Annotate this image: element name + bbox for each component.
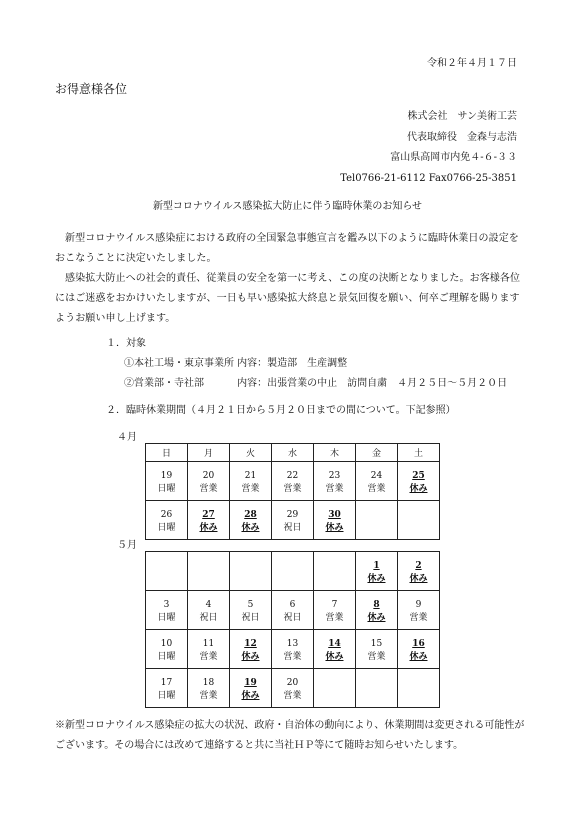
calendar-day-status: 祝日: [230, 610, 272, 630]
calendar-day-status: 休み: [188, 520, 230, 540]
empty-cell: [398, 501, 440, 521]
april-label: ４月: [117, 432, 137, 443]
empty-cell: [398, 520, 440, 540]
calendar-day-status: 営業: [314, 481, 356, 501]
calendar-day-status: 休み: [398, 649, 440, 669]
calendar-day-number: 28: [230, 501, 272, 521]
calendar-day-number: 2: [398, 552, 440, 572]
calendar-day-number: 20: [272, 669, 314, 689]
calendar-day-number: 17: [146, 669, 188, 689]
calendar-day-number: 30: [314, 501, 356, 521]
calendar-day-number: 16: [398, 630, 440, 650]
weekday-header: 日: [146, 444, 188, 462]
calendar-day-status: 休み: [230, 649, 272, 669]
notice-body: [55, 229, 525, 329]
calendar-day-status: 祝日: [272, 610, 314, 630]
calendar-day-status: 日曜: [146, 649, 188, 669]
calendar-day-number: 18: [188, 669, 230, 689]
weekday-header: 土: [398, 444, 440, 462]
calendar-day-number: 9: [398, 591, 440, 611]
empty-cell: [272, 552, 314, 572]
calendar-day-status: 営業: [188, 481, 230, 501]
calendar-day-number: 12: [230, 630, 272, 650]
calendar-day-number: 4: [188, 591, 230, 611]
calendar-day-number: 3: [146, 591, 188, 611]
section-closure-period-title: ２．臨時休業期間（４月２１日から５月２０日までの間について。下記参照）: [106, 405, 456, 416]
body-paragraph: 感染拡大防止への社会的責任、従業員の安全を第一に考え、この度の決断となりました。お客様各位にはご迷惑をおかけいたしますが、一日も早い感染拡大終息と景気回復を願い、何卒ご理解を賜りますようお願い申し上げます。: [55, 273, 521, 324]
empty-cell: [272, 571, 314, 591]
notice-subject: 新型コロナウイルス感染拡大防止に伴う臨時休業のお知らせ: [152, 201, 423, 212]
calendar-day-status: 休み: [230, 520, 272, 540]
empty-cell: [314, 669, 356, 689]
target-item: ①本社工場・東京事業所 内容：製造部 生産調整: [124, 358, 348, 369]
calendar-day-number: 7: [314, 591, 356, 611]
calendar-day-status: 営業: [272, 688, 314, 708]
empty-cell: [230, 552, 272, 572]
calendar-day-status: 祝日: [188, 610, 230, 630]
calendar-day-number: 20: [188, 462, 230, 482]
calendar-day-number: 21: [230, 462, 272, 482]
empty-cell: [356, 520, 398, 540]
calendar-day-status: 営業: [356, 481, 398, 501]
section-target-title: １．対象: [106, 338, 146, 349]
calendar-day-number: 19: [230, 669, 272, 689]
calendar-day-number: 5: [230, 591, 272, 611]
calendar-day-status: 休み: [314, 649, 356, 669]
calendar-day-number: 14: [314, 630, 356, 650]
calendar-day-status: 休み: [314, 520, 356, 540]
calendar-day-status: 祝日: [272, 520, 314, 540]
empty-cell: [188, 571, 230, 591]
calendar-day-number: 13: [272, 630, 314, 650]
sender-representative: 代表取締役 金森与志浩: [407, 131, 517, 143]
weekday-header: 水: [272, 444, 314, 462]
may-label: ５月: [117, 540, 137, 551]
calendar-day-status: 休み: [356, 610, 398, 630]
calendar-day-status: 営業: [272, 481, 314, 501]
calendar-day-number: 25: [398, 462, 440, 482]
body-paragraph: 新型コロナウイルス感染症における政府の全国緊急事態宣言を鑑み以下のように臨時休業日の設定をおこなうことに決定いたしました。: [55, 233, 519, 264]
addressee: お得意様各位: [55, 82, 128, 96]
calendar-day-status: 休み: [398, 571, 440, 591]
calendar-day-status: 休み: [398, 481, 440, 501]
empty-cell: [356, 688, 398, 708]
calendar-day-number: 27: [188, 501, 230, 521]
footnote: ※新型コロナウイルス感染症の拡大の状況、政府・自治体の動向により、休業期間は変更される可能性がございます。その場合には改めて連絡すると共に当社ＨＰ等にて随時お知らせいたします。: [55, 720, 525, 751]
empty-cell: [314, 688, 356, 708]
empty-cell: [398, 688, 440, 708]
calendar-day-number: 24: [356, 462, 398, 482]
calendar-day-status: 休み: [356, 571, 398, 591]
calendar-day-number: 23: [314, 462, 356, 482]
calendar-day-number: 19: [146, 462, 188, 482]
empty-cell: [314, 552, 356, 572]
weekday-header: 金: [356, 444, 398, 462]
calendar-day-status: 休み: [230, 688, 272, 708]
calendar-day-status: 営業: [398, 610, 440, 630]
calendar-day-number: 8: [356, 591, 398, 611]
calendar-day-number: 10: [146, 630, 188, 650]
calendar-day-status: 日曜: [146, 688, 188, 708]
weekday-header: 火: [230, 444, 272, 462]
calendar-day-number: 15: [356, 630, 398, 650]
sender-block: [340, 107, 517, 189]
calendar-day-status: 営業: [356, 649, 398, 669]
sender-contact: Tel0766-21-6112 Fax0766-25-3851: [340, 172, 517, 184]
empty-cell: [146, 571, 188, 591]
calendar-day-number: 22: [272, 462, 314, 482]
document-date: 令和２年４月１７日: [427, 58, 517, 69]
calendar-day-status: 日曜: [146, 481, 188, 501]
weekday-header: 月: [188, 444, 230, 462]
calendar-day-status: 営業: [314, 610, 356, 630]
calendar-day-status: 営業: [188, 688, 230, 708]
calendar-day-status: 営業: [188, 649, 230, 669]
empty-cell: [314, 571, 356, 591]
target-item: ②営業部・寺社部 内容：出張営業の中止 訪問自粛 ４月２５日～５月２０日: [124, 378, 508, 389]
empty-cell: [146, 552, 188, 572]
calendar-day-number: 11: [188, 630, 230, 650]
calendar-day-status: 日曜: [146, 610, 188, 630]
calendar-day-number: 29: [272, 501, 314, 521]
sender-address: 富山県高岡市内免４-６-３３: [390, 152, 517, 163]
calendar-day-number: 26: [146, 501, 188, 521]
may-calendar: [145, 551, 440, 708]
empty-cell: [356, 669, 398, 689]
calendar-day-status: 営業: [230, 481, 272, 501]
calendar-day-number: 6: [272, 591, 314, 611]
calendar-day-status: 営業: [272, 649, 314, 669]
weekday-header: 木: [314, 444, 356, 462]
sender-company: 株式会社 サン美術工芸: [407, 111, 517, 122]
empty-cell: [356, 501, 398, 521]
empty-cell: [398, 669, 440, 689]
april-calendar: [145, 443, 440, 540]
empty-cell: [230, 571, 272, 591]
section-target: [106, 334, 507, 394]
empty-cell: [188, 552, 230, 572]
calendar-day-status: 日曜: [146, 520, 188, 540]
calendar-day-number: 1: [356, 552, 398, 572]
